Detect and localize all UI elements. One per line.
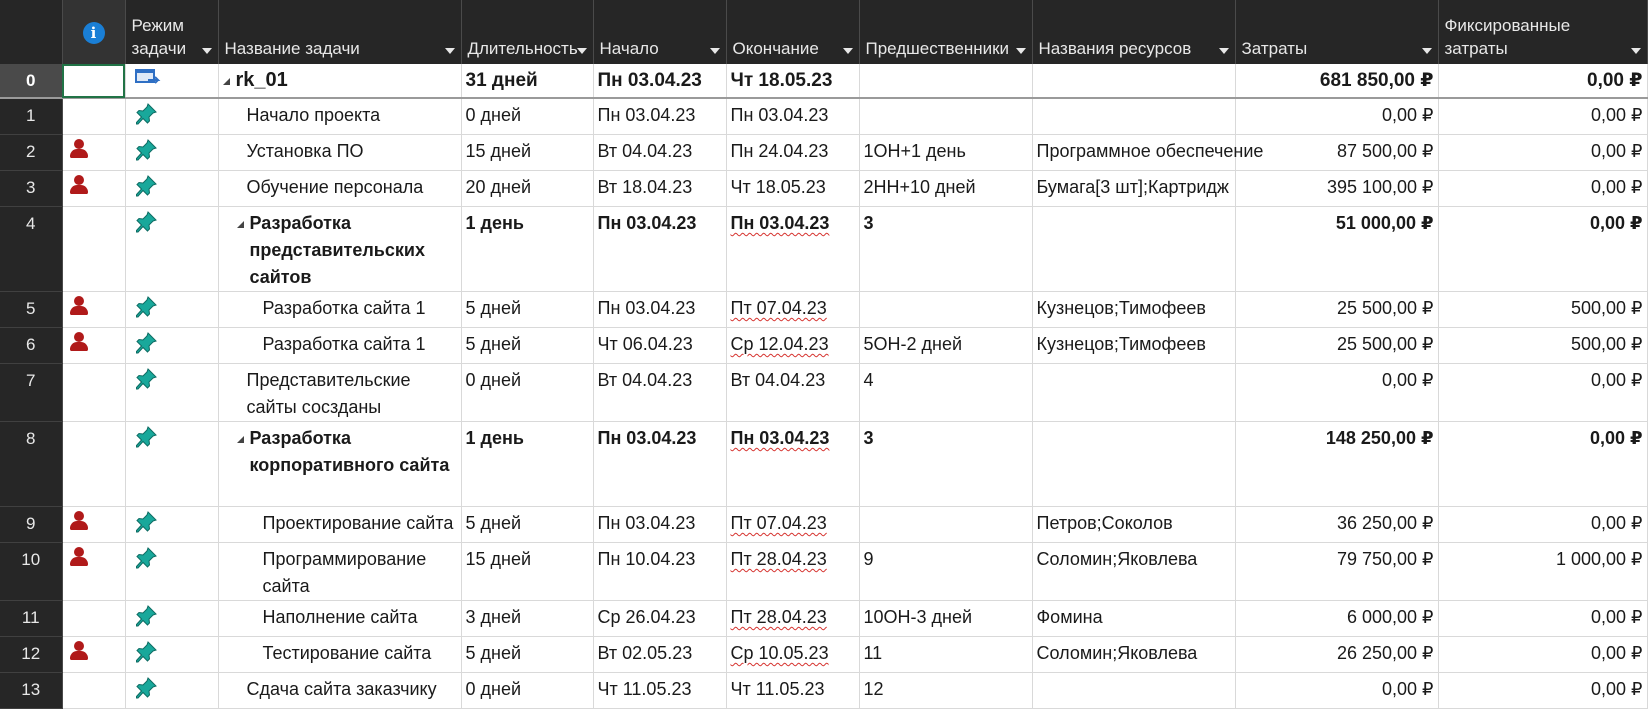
finish-cell[interactable]: Ср 12.04.23 bbox=[726, 328, 859, 364]
column-header-cost[interactable]: Затраты bbox=[1235, 0, 1438, 64]
duration-cell[interactable]: 5 дней bbox=[461, 637, 593, 673]
duration-cell[interactable]: 15 дней bbox=[461, 135, 593, 171]
cost-cell[interactable]: 51 000,00 ₽ bbox=[1235, 207, 1438, 292]
start-cell[interactable]: Пн 03.04.23 bbox=[593, 292, 726, 328]
indicator-cell[interactable] bbox=[62, 364, 125, 422]
task-mode-cell[interactable] bbox=[125, 543, 218, 601]
predecessors-cell[interactable]: 3 bbox=[859, 422, 1032, 507]
task-row[interactable] bbox=[0, 64, 1647, 98]
chevron-down-icon[interactable] bbox=[1422, 48, 1432, 54]
fixed-cost-cell[interactable]: 1 000,00 ₽ bbox=[1438, 543, 1647, 601]
cost-cell[interactable]: 681 850,00 ₽ bbox=[1235, 64, 1438, 98]
cost-cell[interactable]: 6 000,00 ₽ bbox=[1235, 601, 1438, 637]
manual-pin-icon bbox=[134, 510, 158, 542]
chevron-down-icon[interactable] bbox=[1219, 48, 1229, 54]
predecessors-cell[interactable]: 11 bbox=[859, 637, 1032, 673]
manual-pin-icon bbox=[134, 425, 158, 457]
row-number[interactable]: 7 bbox=[0, 364, 62, 422]
row-number[interactable]: 1 bbox=[0, 98, 62, 135]
task-row[interactable] bbox=[0, 422, 1647, 507]
task-name-cell[interactable]: Начало проекта bbox=[218, 98, 461, 135]
task-name-cell[interactable]: Тестирование сайта bbox=[218, 637, 461, 673]
collapse-triangle-icon[interactable] bbox=[237, 221, 244, 228]
resources-cell[interactable]: Соломин;Яковлева bbox=[1032, 637, 1235, 673]
duration-cell[interactable]: 31 дней bbox=[461, 64, 593, 98]
task-mode-cell[interactable] bbox=[125, 601, 218, 637]
task-mode-cell[interactable] bbox=[125, 328, 218, 364]
task-name-cell[interactable]: Разработка корпоративного сайта bbox=[218, 422, 461, 507]
indicator-cell[interactable] bbox=[62, 673, 125, 709]
finish-cell[interactable]: Пн 03.04.23 bbox=[726, 207, 859, 292]
duration-cell[interactable]: 1 день bbox=[461, 422, 593, 507]
cost-cell[interactable]: 79 750,00 ₽ bbox=[1235, 543, 1438, 601]
chevron-down-icon[interactable] bbox=[1631, 48, 1641, 54]
start-cell[interactable]: Вт 04.04.23 bbox=[593, 364, 726, 422]
finish-cell[interactable]: Чт 11.05.23 bbox=[726, 673, 859, 709]
task-mode-cell[interactable] bbox=[125, 364, 218, 422]
resources-cell[interactable]: Кузнецов;Тимофеев bbox=[1032, 292, 1235, 328]
indicators-column-header[interactable] bbox=[62, 0, 125, 64]
predecessors-cell[interactable]: 9 bbox=[859, 543, 1032, 601]
duration-cell[interactable]: 20 дней bbox=[461, 171, 593, 207]
task-row[interactable] bbox=[0, 292, 1647, 328]
task-mode-cell[interactable] bbox=[125, 673, 218, 709]
row-number[interactable]: 11 bbox=[0, 601, 62, 637]
predecessors-cell[interactable]: 10ОН-3 дней bbox=[859, 601, 1032, 637]
fixed-cost-cell[interactable]: 0,00 ₽ bbox=[1438, 135, 1647, 171]
fixed-cost-cell[interactable]: 0,00 ₽ bbox=[1438, 64, 1647, 98]
chevron-down-icon[interactable] bbox=[710, 48, 720, 54]
duration-cell[interactable]: 15 дней bbox=[461, 543, 593, 601]
finish-cell[interactable]: Чт 18.05.23 bbox=[726, 171, 859, 207]
indicator-cell[interactable] bbox=[62, 171, 125, 207]
start-cell[interactable]: Пн 03.04.23 bbox=[593, 207, 726, 292]
fixed-cost-cell[interactable]: 500,00 ₽ bbox=[1438, 292, 1647, 328]
predecessors-cell[interactable] bbox=[859, 507, 1032, 543]
column-header-finish[interactable]: Окончание bbox=[726, 0, 859, 64]
manual-pin-icon bbox=[134, 546, 158, 578]
indicator-cell[interactable] bbox=[62, 98, 125, 135]
task-row[interactable] bbox=[0, 328, 1647, 364]
row-number[interactable]: 8 bbox=[0, 422, 62, 507]
chevron-down-icon[interactable] bbox=[843, 48, 853, 54]
resources-cell[interactable]: Фомина bbox=[1032, 601, 1235, 637]
task-mode-cell[interactable] bbox=[125, 98, 218, 135]
project-summary-icon bbox=[134, 67, 162, 97]
task-name-cell[interactable]: rk_01 bbox=[218, 64, 461, 98]
start-cell[interactable]: Пн 03.04.23 bbox=[593, 98, 726, 135]
resources-cell[interactable]: Кузнецов;Тимофеев bbox=[1032, 328, 1235, 364]
row-number[interactable]: 3 bbox=[0, 171, 62, 207]
fixed-cost-cell[interactable]: 0,00 ₽ bbox=[1438, 507, 1647, 543]
column-header-duration[interactable]: Длительность bbox=[461, 0, 593, 64]
resources-cell[interactable] bbox=[1032, 364, 1235, 422]
indicator-cell[interactable] bbox=[62, 292, 125, 328]
task-name-cell[interactable]: Проектирование сайта bbox=[218, 507, 461, 543]
manual-pin-icon bbox=[134, 174, 158, 206]
fixed-cost-cell[interactable]: 0,00 ₽ bbox=[1438, 637, 1647, 673]
task-name-cell[interactable]: Программирование сайта bbox=[218, 543, 461, 601]
task-row[interactable] bbox=[0, 98, 1647, 135]
resource-person-icon bbox=[69, 295, 89, 317]
row-number[interactable]: 2 bbox=[0, 135, 62, 171]
cost-cell[interactable]: 148 250,00 ₽ bbox=[1235, 422, 1438, 507]
column-header-resources[interactable]: Названия ресурсов bbox=[1032, 0, 1235, 64]
duration-cell[interactable]: 0 дней bbox=[461, 364, 593, 422]
indicator-cell[interactable] bbox=[62, 207, 125, 292]
column-header-task-mode[interactable]: Режим задачи bbox=[125, 0, 218, 64]
task-row[interactable] bbox=[0, 364, 1647, 422]
manual-pin-icon bbox=[134, 367, 158, 399]
predecessors-cell[interactable]: 1ОН+1 день bbox=[859, 135, 1032, 171]
task-name-cell[interactable]: Представительские сайты сосзданы bbox=[218, 364, 461, 422]
manual-pin-icon bbox=[134, 676, 158, 708]
resources-cell[interactable] bbox=[1032, 98, 1235, 135]
fixed-cost-cell[interactable]: 0,00 ₽ bbox=[1438, 98, 1647, 135]
start-cell[interactable]: Чт 11.05.23 bbox=[593, 673, 726, 709]
predecessors-cell[interactable] bbox=[859, 64, 1032, 98]
task-mode-cell[interactable] bbox=[125, 422, 218, 507]
task-row[interactable] bbox=[0, 601, 1647, 637]
duration-cell[interactable]: 5 дней bbox=[461, 328, 593, 364]
start-cell[interactable]: Вт 02.05.23 bbox=[593, 637, 726, 673]
cost-cell[interactable]: 395 100,00 ₽ bbox=[1235, 171, 1438, 207]
start-cell[interactable]: Ср 26.04.23 bbox=[593, 601, 726, 637]
finish-cell[interactable]: Пн 03.04.23 bbox=[726, 98, 859, 135]
cost-cell[interactable]: 0,00 ₽ bbox=[1235, 673, 1438, 709]
indicator-cell[interactable] bbox=[62, 328, 125, 364]
column-header-start[interactable]: Начало bbox=[593, 0, 726, 64]
indicator-cell[interactable] bbox=[62, 64, 125, 98]
start-cell[interactable]: Вт 18.04.23 bbox=[593, 171, 726, 207]
duration-cell[interactable]: 0 дней bbox=[461, 673, 593, 709]
chevron-down-icon[interactable] bbox=[1016, 48, 1026, 54]
task-mode-cell[interactable] bbox=[125, 637, 218, 673]
cost-cell[interactable]: 87 500,00 ₽ bbox=[1235, 135, 1438, 171]
indicator-cell[interactable] bbox=[62, 422, 125, 507]
column-header-task-name[interactable]: Название задачи bbox=[218, 0, 461, 64]
task-row[interactable] bbox=[0, 171, 1647, 207]
task-row[interactable] bbox=[0, 207, 1647, 292]
resources-cell[interactable] bbox=[1032, 64, 1235, 98]
task-row[interactable] bbox=[0, 543, 1647, 601]
column-header-predecessors[interactable]: Предшественники bbox=[859, 0, 1032, 64]
manual-pin-icon bbox=[134, 210, 158, 242]
finish-cell[interactable]: Пн 24.04.23 bbox=[726, 135, 859, 171]
resources-cell[interactable] bbox=[1032, 422, 1235, 507]
predecessors-cell[interactable] bbox=[859, 98, 1032, 135]
task-row[interactable] bbox=[0, 673, 1647, 709]
indicator-cell[interactable] bbox=[62, 135, 125, 171]
cost-cell[interactable]: 0,00 ₽ bbox=[1235, 364, 1438, 422]
info-icon: i bbox=[83, 22, 105, 44]
fixed-cost-cell[interactable]: 0,00 ₽ bbox=[1438, 171, 1647, 207]
start-cell[interactable]: Пн 03.04.23 bbox=[593, 64, 726, 98]
start-cell[interactable]: Вт 04.04.23 bbox=[593, 135, 726, 171]
task-mode-cell[interactable] bbox=[125, 507, 218, 543]
duration-cell[interactable]: 0 дней bbox=[461, 98, 593, 135]
fixed-cost-cell[interactable]: 500,00 ₽ bbox=[1438, 328, 1647, 364]
task-mode-cell[interactable] bbox=[125, 207, 218, 292]
duration-cell[interactable]: 1 день bbox=[461, 207, 593, 292]
row-number[interactable]: 4 bbox=[0, 207, 62, 292]
row-number[interactable]: 12 bbox=[0, 637, 62, 673]
predecessors-cell[interactable]: 5ОН-2 дней bbox=[859, 328, 1032, 364]
task-name-cell[interactable]: Разработка сайта 1 bbox=[218, 328, 461, 364]
task-row[interactable] bbox=[0, 507, 1647, 543]
predecessors-cell[interactable]: 3 bbox=[859, 207, 1032, 292]
collapse-triangle-icon[interactable] bbox=[223, 78, 230, 85]
finish-cell[interactable]: Пт 07.04.23 bbox=[726, 292, 859, 328]
resource-person-icon bbox=[69, 174, 89, 196]
finish-cell[interactable]: Пт 07.04.23 bbox=[726, 507, 859, 543]
task-name-cell[interactable]: Обучение персонала bbox=[218, 171, 461, 207]
manual-pin-icon bbox=[134, 331, 158, 363]
cost-cell[interactable]: 25 500,00 ₽ bbox=[1235, 328, 1438, 364]
indicator-cell[interactable] bbox=[62, 601, 125, 637]
fixed-cost-cell[interactable]: 0,00 ₽ bbox=[1438, 364, 1647, 422]
task-name-cell[interactable]: Разработка сайта 1 bbox=[218, 292, 461, 328]
chevron-down-icon[interactable] bbox=[445, 48, 455, 54]
column-header-row bbox=[0, 0, 1647, 64]
start-cell[interactable]: Пн 10.04.23 bbox=[593, 543, 726, 601]
resources-cell[interactable]: Программное обеспечение bbox=[1032, 135, 1235, 171]
predecessors-cell[interactable] bbox=[859, 292, 1032, 328]
start-cell[interactable]: Чт 06.04.23 bbox=[593, 328, 726, 364]
duration-cell[interactable]: 5 дней bbox=[461, 292, 593, 328]
manual-pin-icon bbox=[134, 640, 158, 672]
indicator-cell[interactable] bbox=[62, 507, 125, 543]
task-mode-cell[interactable] bbox=[125, 171, 218, 207]
chevron-down-icon[interactable] bbox=[202, 48, 212, 54]
manual-pin-icon bbox=[134, 138, 158, 170]
fixed-cost-cell[interactable]: 0,00 ₽ bbox=[1438, 207, 1647, 292]
manual-pin-icon bbox=[134, 295, 158, 327]
cost-cell[interactable]: 0,00 ₽ bbox=[1235, 98, 1438, 135]
task-mode-cell[interactable] bbox=[125, 64, 218, 98]
task-name-cell[interactable]: Сдача сайта заказчику bbox=[218, 673, 461, 709]
resource-person-icon bbox=[69, 640, 89, 662]
task-name-cell[interactable]: Разработка представительских сайтов bbox=[218, 207, 461, 292]
task-mode-cell[interactable] bbox=[125, 292, 218, 328]
predecessors-cell[interactable]: 12 bbox=[859, 673, 1032, 709]
start-cell[interactable]: Пн 03.04.23 bbox=[593, 422, 726, 507]
fixed-cost-cell[interactable]: 0,00 ₽ bbox=[1438, 422, 1647, 507]
duration-cell[interactable]: 5 дней bbox=[461, 507, 593, 543]
resources-cell[interactable]: Соломин;Яковлева bbox=[1032, 543, 1235, 601]
resources-cell[interactable] bbox=[1032, 673, 1235, 709]
finish-cell[interactable]: Пн 03.04.23 bbox=[726, 422, 859, 507]
predecessors-cell[interactable]: 4 bbox=[859, 364, 1032, 422]
resources-cell[interactable]: Петров;Соколов bbox=[1032, 507, 1235, 543]
row-number[interactable]: 5 bbox=[0, 292, 62, 328]
resource-person-icon bbox=[69, 546, 89, 568]
resource-person-icon bbox=[69, 138, 89, 160]
collapse-triangle-icon[interactable] bbox=[237, 436, 244, 443]
row-number[interactable]: 0 bbox=[0, 64, 62, 98]
task-mode-cell[interactable] bbox=[125, 135, 218, 171]
manual-pin-icon bbox=[134, 604, 158, 636]
predecessors-cell[interactable]: 2НН+10 дней bbox=[859, 171, 1032, 207]
resources-cell[interactable]: Бумага[3 шт];Картридж bbox=[1032, 171, 1235, 207]
row-number[interactable]: 10 bbox=[0, 543, 62, 601]
select-all-corner[interactable] bbox=[0, 0, 62, 64]
column-header-fixed-cost[interactable]: Фиксированные затраты bbox=[1438, 0, 1647, 64]
task-row[interactable] bbox=[0, 135, 1647, 171]
row-number[interactable]: 9 bbox=[0, 507, 62, 543]
fixed-cost-cell[interactable]: 0,00 ₽ bbox=[1438, 601, 1647, 637]
start-cell[interactable]: Пн 03.04.23 bbox=[593, 507, 726, 543]
cost-cell[interactable]: 36 250,00 ₽ bbox=[1235, 507, 1438, 543]
resource-person-icon bbox=[69, 331, 89, 353]
finish-cell[interactable]: Пт 28.04.23 bbox=[726, 601, 859, 637]
finish-cell[interactable]: Пт 28.04.23 bbox=[726, 543, 859, 601]
fixed-cost-cell[interactable]: 0,00 ₽ bbox=[1438, 673, 1647, 709]
resources-cell[interactable] bbox=[1032, 207, 1235, 292]
indicator-cell[interactable] bbox=[62, 637, 125, 673]
row-number[interactable]: 13 bbox=[0, 673, 62, 709]
cost-cell[interactable]: 25 500,00 ₽ bbox=[1235, 292, 1438, 328]
manual-pin-icon bbox=[134, 102, 158, 134]
indicator-cell[interactable] bbox=[62, 543, 125, 601]
chevron-down-icon[interactable] bbox=[577, 48, 587, 54]
task-name-cell[interactable]: Наполнение сайта bbox=[218, 601, 461, 637]
task-row[interactable] bbox=[0, 637, 1647, 673]
resource-person-icon bbox=[69, 510, 89, 532]
task-name-cell[interactable]: Установка ПО bbox=[218, 135, 461, 171]
finish-cell[interactable]: Чт 18.05.23 bbox=[726, 64, 859, 98]
row-number[interactable]: 6 bbox=[0, 328, 62, 364]
duration-cell[interactable]: 3 дней bbox=[461, 601, 593, 637]
finish-cell[interactable]: Ср 10.05.23 bbox=[726, 637, 859, 673]
finish-cell[interactable]: Вт 04.04.23 bbox=[726, 364, 859, 422]
cost-cell[interactable]: 26 250,00 ₽ bbox=[1235, 637, 1438, 673]
